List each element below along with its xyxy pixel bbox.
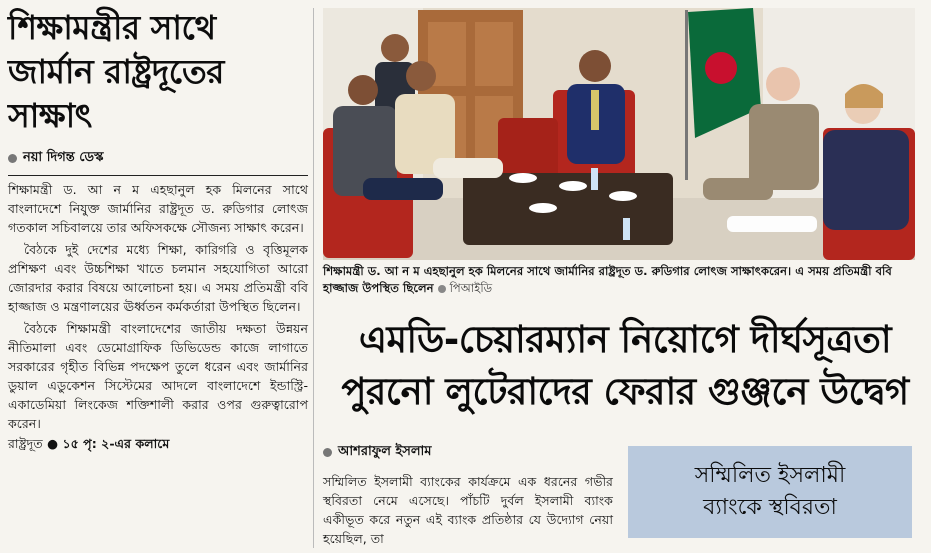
left-paragraph-2: বৈঠকে দুই দেশের মধ্যে শিক্ষা, কারিগরি ও বৃত্তিমূলক প্রশিক্ষণ এবং উচ্চশিক্ষা খাতে চলমান সহযোগিতা আরো জোরদার করার বিষয়ে আলোচনা হয়। এ সময় প্রতিমন্ত্রী ববি হাজ্জাজ ও মন্ত্রণালয়ের ঊর্ধ্বতন কর্মকর্তারা উপস্থিত ছিলেন।	[8, 242, 308, 314]
main-headline[interactable]	[330, 314, 920, 418]
left-paragraph-3: বৈঠকে শিক্ষামন্ত্রী বাংলাদেশের জাতীয় দক্ষতা উন্নয়ন নীতিমালা এবং ডেমোগ্রাফিক ডিভিডেন্ড কাজে লাগাতে সরকারের গৃহীত বিভিন্ন পদক্ষেপ তুলে ধরেন এবং জার্মানির ডুয়াল এডুকেশন সিস্টেমের আদলে বাংলাদেশে ইন্ডাস্ট্রি-একাডেমিয়া লিংকেজ শক্তিশালী করার ওপর গুরুত্বারোপ করেন।	[8, 321, 308, 431]
news-photo	[323, 8, 915, 260]
byline-rule	[8, 175, 308, 176]
jump-line[interactable]	[8, 436, 308, 456]
photo-credit: পিআইডি	[449, 281, 493, 295]
main-body: সম্মিলিত ইসলামী ব্যাংকের কার্যক্রমে এক ধরনের গভীর স্থবিরতা নেমে এসেছে। পাঁচটি দুর্বল ইসলামী ব্যাংক একীভূত করে নতুন এই ব্যাংক প্রতিষ্ঠার যে উদ্যোগ নেয়া হয়েছিল, তা	[323, 474, 613, 546]
left-headline-line-3: সাক্ষাৎ	[8, 96, 92, 135]
bullet-dot-icon: ●	[47, 436, 63, 451]
bullet-dot-icon	[438, 285, 446, 293]
jump-target: ১৫ পৃ: ২-এর কলামে	[62, 436, 170, 451]
main-author	[323, 442, 432, 463]
left-paragraph-1: শিক্ষামন্ত্রী ড. আ ন ম এহছানুল হক মিলনের সাথে বাংলাদেশে নিযুক্ত জার্মানির রাষ্ট্রদূত ড. রুডিগার লোৎজ গতকাল সচিবালয়ে তার অফিসকক্ষে সৌজন্য সাক্ষাৎ করেন।	[8, 182, 308, 235]
main-headline-line-2: পুরনো লুটেরাদের ফেরার গুঞ্জনে উদ্বেগ	[341, 370, 909, 413]
meeting-photo-illustration	[323, 8, 915, 260]
photo-caption	[323, 263, 915, 297]
highlight-box	[628, 446, 912, 538]
highlight-box-line-2: ব্যাংকে স্থবিরতা	[703, 495, 837, 520]
left-headline-line-1: শিক্ষামন্ত্রীর সাথে	[8, 8, 216, 47]
jump-label: রাষ্ট্রদূত	[8, 436, 43, 451]
main-headline-line-1: এমডি-চেয়ারম্যান নিয়োগে দীর্ঘসূত্রতা	[358, 318, 892, 361]
bullet-dot-icon	[8, 154, 17, 163]
main-author-name: আশরাফুল ইসলাম	[338, 444, 432, 459]
left-byline-text: নয়া দিগন্ত ডেস্ক	[23, 150, 104, 165]
left-byline	[8, 148, 308, 169]
left-article	[8, 6, 308, 456]
highlight-box-line-1: সম্মিলিত ইসলামী	[694, 463, 846, 488]
left-headline	[8, 6, 308, 138]
column-divider	[313, 8, 314, 548]
bullet-dot-icon	[323, 448, 332, 457]
photo-caption-text: শিক্ষামন্ত্রী ড. আ ন ম এহছানুল হক মিলনের সাথে জার্মানির রাষ্ট্রদূত ড. রুডিগার লোৎজ সাক্ষাৎকরেন। এ সময় প্রতিমন্ত্রী ববি হাজ্জাজ উপস্থিত ছিলেন	[323, 264, 892, 295]
left-headline-line-2: জার্মান রাষ্ট্রদূতের	[8, 52, 224, 91]
